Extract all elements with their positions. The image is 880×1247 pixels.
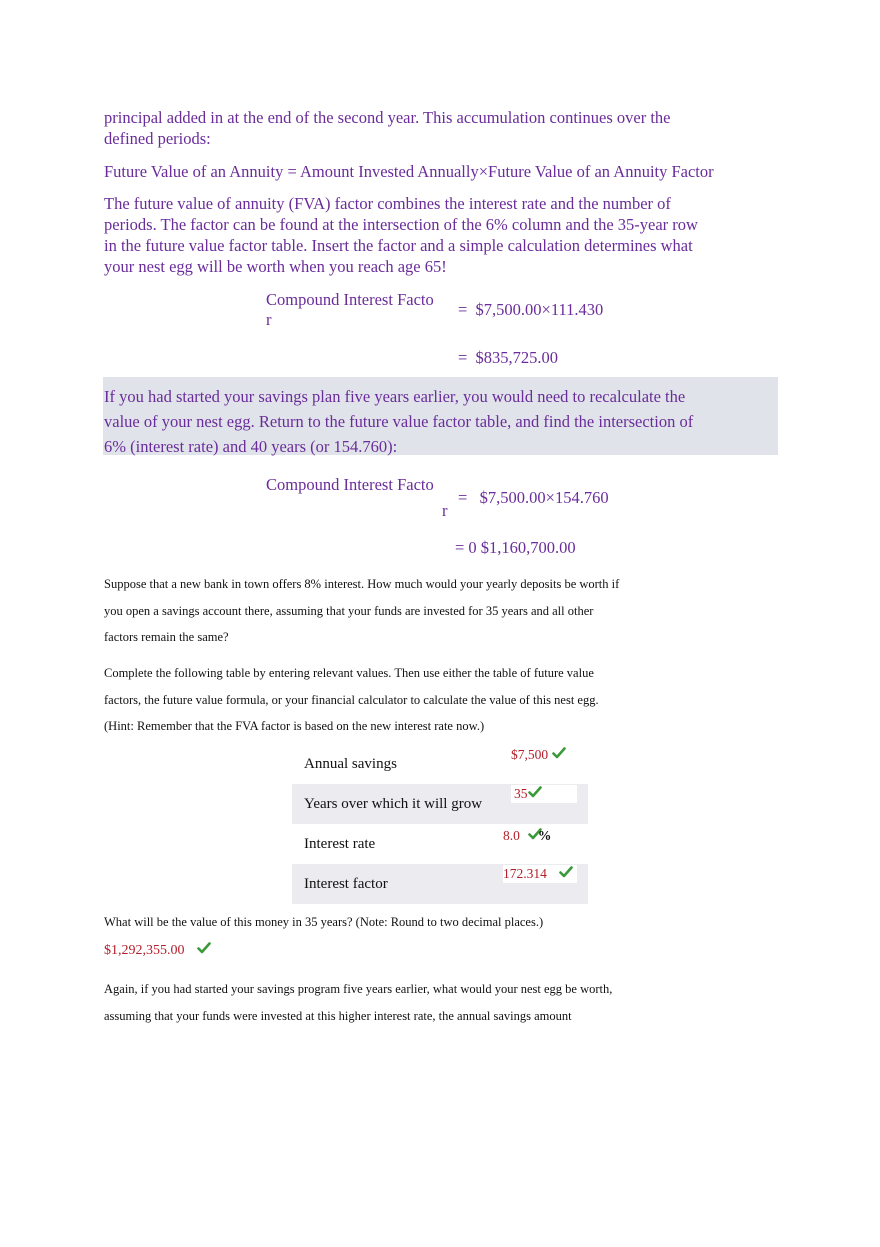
answer-value: 35 — [514, 786, 528, 801]
equation-2-product: = $7,500.00×154.760 — [458, 488, 609, 507]
answer-value: $1,292,355.00 — [104, 943, 185, 958]
table-row-annual-savings — [292, 744, 588, 784]
interest-factor-answer[interactable] — [503, 865, 577, 883]
question-line: Suppose that a new bank in town offers 8% interest. How much would your yearly deposits be worth if — [104, 577, 620, 591]
percent-suffix: % — [537, 828, 552, 843]
row-label: Interest factor — [304, 876, 388, 892]
checkmark-icon — [197, 941, 211, 955]
fva-line: periods. The factor can be found at the intersection of the 6% column and the 35-year row — [104, 215, 698, 234]
highlight-line: 6% (interest rate) and 40 years (or 154.760): — [104, 437, 398, 456]
question-value-35-years: What will be the value of this money in 35 years? (Note: Round to two decimal places.) — [104, 915, 544, 929]
table-row-interest-rate — [292, 824, 588, 864]
equation-1-result: = $835,725.00 — [458, 348, 559, 367]
question-line: you open a savings account there, assuming that your funds are invested for 35 years and all other — [104, 603, 594, 618]
checkmark-icon — [528, 785, 542, 799]
annuity-formula: Future Value of an Annuity = Amount Invested Annually×Future Value of an Annuity Factor — [104, 162, 714, 181]
fva-explanation — [104, 193, 698, 277]
interest-rate-answer[interactable] — [503, 827, 551, 845]
answer-value: 8.0 — [503, 828, 520, 843]
fva-line: your nest egg will be worth when you reach age 65! — [104, 257, 447, 276]
question-line: factors remain the same? — [104, 630, 229, 644]
fva-line: The future value of annuity (FVA) factor combines the interest rate and the number of — [104, 194, 671, 213]
instruction-line: Complete the following table by entering relevant values. Then use either the table of future value — [104, 666, 594, 680]
intro-paragraph — [104, 107, 670, 149]
annual-savings-answer[interactable] — [511, 746, 566, 764]
question-five-years-earlier — [104, 976, 612, 1029]
equation-2-label-line2: r — [442, 501, 448, 520]
answer-value: 172.314 — [503, 866, 547, 881]
equation-1-label — [266, 290, 434, 330]
question-2-answer[interactable] — [104, 941, 211, 959]
equation-1-product: = $7,500.00×111.430 — [458, 300, 604, 319]
checkmark-icon — [559, 865, 573, 879]
row-label: Interest rate — [304, 836, 376, 852]
intro-line: defined periods: — [104, 129, 211, 148]
equation-2-label-line1: Compound Interest Facto — [266, 475, 434, 494]
row-label: Years over which it will grow — [304, 796, 483, 812]
highlight-line: value of your nest egg. Return to the future value factor table, and find the intersection of — [104, 412, 694, 431]
savings-table — [292, 744, 588, 904]
equation-2-result: = 0 $1,160,700.00 — [455, 538, 576, 557]
intro-line: principal added in at the end of the second year. This accumulation continues over the — [104, 108, 671, 127]
question-line: Again, if you had started your savings program five years earlier, what would your nest egg be worth, — [104, 982, 613, 996]
highlighted-paragraph — [103, 377, 778, 455]
table-row-interest-factor — [292, 864, 588, 904]
answer-value: $7,500 — [511, 747, 549, 762]
table-instructions — [104, 660, 599, 740]
label-line: r — [266, 310, 272, 329]
highlight-line: If you had started your savings plan five years earlier, you would need to recalculate the — [104, 387, 686, 406]
checkmark-icon — [552, 746, 566, 760]
instruction-line: factors, the future value formula, or your financial calculator to calculate the value of this nest egg. — [104, 692, 599, 707]
question-new-bank — [104, 571, 619, 651]
instruction-line: (Hint: Remember that the FVA factor is based on the new interest rate now.) — [104, 719, 485, 733]
table-row-years — [292, 784, 588, 824]
question-line: assuming that your funds were invested at this higher interest rate, the annual savings amount — [104, 1008, 572, 1023]
years-answer[interactable] — [511, 785, 577, 803]
label-line: Compound Interest Facto — [266, 290, 434, 309]
row-label: Annual savings — [304, 756, 397, 772]
fva-line: in the future value factor table. Insert the factor and a simple calculation determines what — [104, 236, 693, 255]
